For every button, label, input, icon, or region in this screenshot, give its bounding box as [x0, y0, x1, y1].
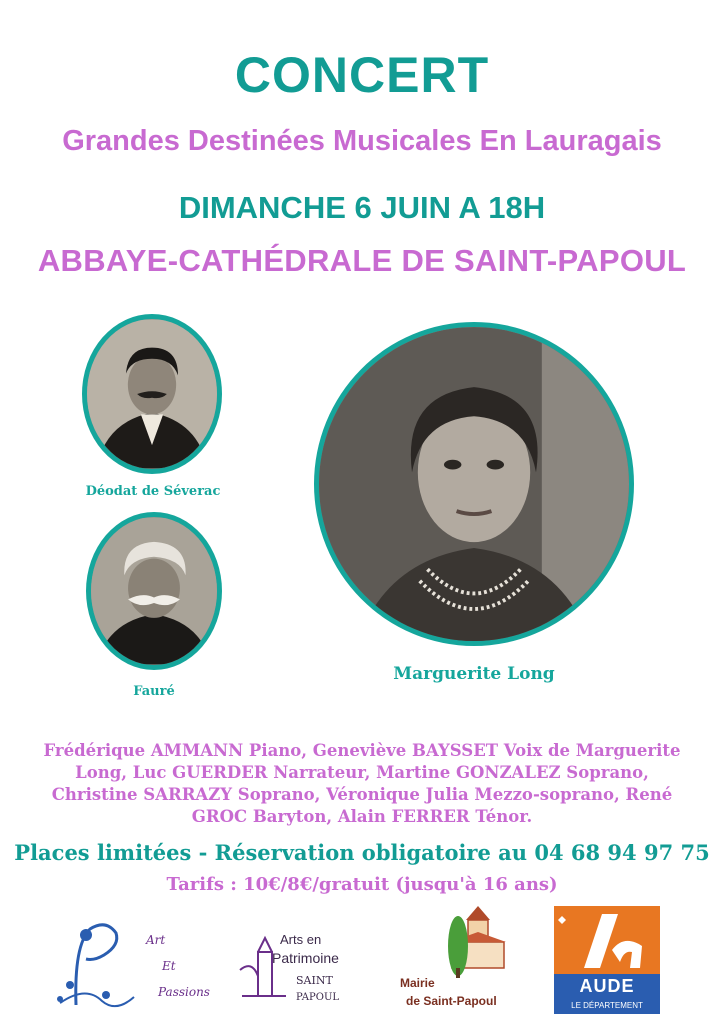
mairie-label: Mairie	[400, 976, 435, 990]
event-venue: ABBAYE-CATHÉDRALE DE SAINT-PAPOUL	[37, 243, 687, 278]
mairie-logo	[396, 906, 516, 1014]
et-label: Et	[162, 959, 176, 973]
aude-name-band	[554, 974, 660, 998]
town-hall-icon	[396, 906, 516, 978]
reservation-line: Places limitées - Réservation obligatoire au 04 68 94 97 75	[14, 840, 710, 865]
patrimoine-label: Patrimoine	[272, 950, 339, 966]
faure-portrait	[86, 512, 222, 670]
page-title: CONCERT	[234, 47, 490, 103]
severac-photo-icon	[87, 319, 217, 469]
art-et-passions-emblem-icon	[46, 915, 216, 1015]
aude-logo	[554, 906, 660, 1014]
aude-tagline: LE DÉPARTEMENT	[554, 998, 660, 1014]
severac-caption: Déodat de Séverac	[85, 484, 221, 499]
arts-en-label: Arts en	[280, 932, 322, 947]
long-portrait	[314, 322, 634, 646]
papoul-label: PAPOUL	[296, 992, 340, 1003]
severac-portrait	[82, 314, 222, 474]
art-et-passions-logo	[46, 915, 216, 1015]
art-label: Art	[146, 933, 166, 947]
aude-emblem-icon	[554, 906, 660, 974]
arts-en-patrimoine-logo	[232, 930, 372, 1014]
passions-label: Passions	[158, 985, 210, 999]
faure-caption: Fauré	[133, 684, 175, 699]
page-subtitle: Grandes Destinées Musicales En Lauragais	[62, 125, 662, 157]
saint-papoul-label: de Saint-Papoul	[406, 994, 497, 1008]
performers-list: Frédérique AMMANN Piano, Geneviève BAYSSET Voix de Marguerite Long, Luc GUERDER Narrateur, Martine GONZALEZ Soprano, Christine SARRAZY Soprano, Véronique Julia Mezzo-soprano, René GROC Baryton, Alain FERRER Ténor.	[43, 741, 681, 826]
faure-photo-icon	[91, 517, 217, 665]
long-photo-icon	[319, 327, 629, 641]
event-date: DIMANCHE 6 JUIN A 18H	[178, 190, 546, 225]
aude-name: AUDE	[579, 976, 635, 996]
long-caption: Marguerite Long	[393, 664, 555, 684]
saint-label: SAINT	[296, 974, 333, 987]
tarifs-line: Tarifs : 10€/8€/gratuit (jusqu'à 16 ans)	[166, 874, 558, 895]
